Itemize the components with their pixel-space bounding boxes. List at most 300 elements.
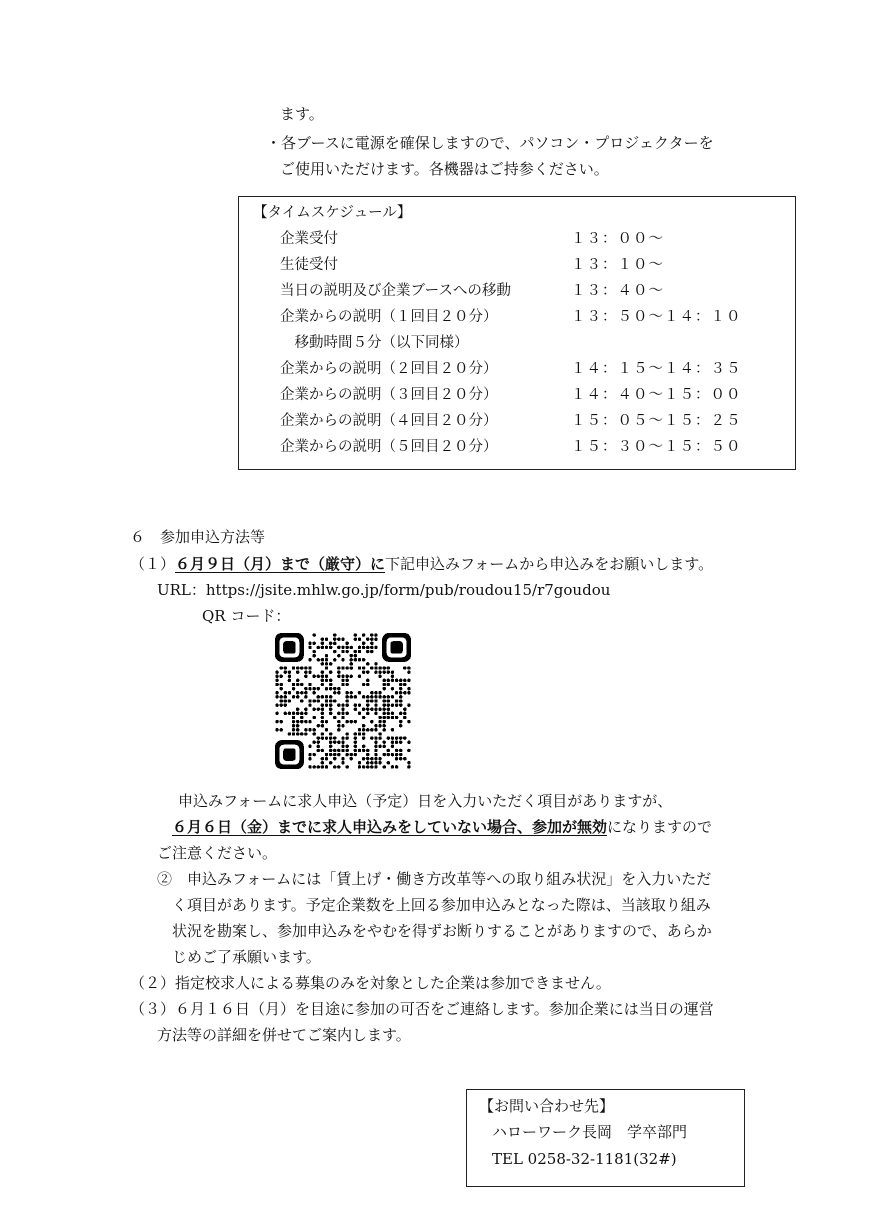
qr-module — [325, 666, 328, 669]
qr-module — [321, 679, 324, 682]
qr-module — [325, 687, 328, 690]
qr-module — [329, 703, 332, 706]
qr-module — [358, 637, 361, 640]
qr-module — [329, 646, 332, 649]
qr-finder-pattern — [382, 633, 411, 662]
qr-module — [317, 736, 320, 739]
qr-module — [345, 683, 348, 686]
qr-module — [399, 699, 402, 702]
qr-module — [358, 761, 361, 764]
qr-module — [300, 666, 303, 669]
qr-module — [370, 736, 373, 739]
qr-module — [329, 642, 332, 645]
intro-line-1: ます。 — [280, 105, 324, 123]
qr-module — [366, 683, 369, 686]
schedule-row — [280, 333, 790, 353]
qr-module — [350, 646, 353, 649]
qr-module — [362, 670, 365, 673]
qr-module — [296, 720, 299, 723]
qr-module — [370, 699, 373, 702]
schedule-row-label: 企業受付 — [280, 231, 338, 247]
schedule-row-time: １３：００～ — [571, 231, 664, 247]
qr-module — [382, 765, 385, 768]
schedule-row — [280, 281, 790, 301]
qr-module — [345, 695, 348, 698]
note-2-line-4: じめご了承願います。 — [172, 948, 321, 966]
schedule-row-time: １３：１０～ — [571, 257, 664, 273]
qr-module — [350, 695, 353, 698]
qr-module — [284, 712, 287, 715]
schedule-row-time: １５：３０～１５：５０ — [571, 439, 742, 455]
qr-module — [321, 716, 324, 719]
qr-module — [374, 633, 377, 636]
qr-module — [399, 740, 402, 743]
qr-module — [279, 666, 282, 669]
qr-module — [275, 679, 278, 682]
qr-module — [362, 658, 365, 661]
qr-module — [407, 765, 410, 768]
schedule-row — [280, 229, 790, 249]
qr-module — [288, 679, 291, 682]
qr-module — [333, 765, 336, 768]
qr-module — [358, 666, 361, 669]
qr-module — [312, 716, 315, 719]
qr-module — [337, 724, 340, 727]
qr-module — [308, 658, 311, 661]
qr-module — [395, 699, 398, 702]
qr-module — [374, 646, 377, 649]
qr-module — [374, 724, 377, 727]
qr-module — [312, 753, 315, 756]
qr-module — [333, 687, 336, 690]
qr-module — [403, 666, 406, 669]
qr-module — [321, 712, 324, 715]
qr-module — [275, 712, 278, 715]
qr-module — [403, 712, 406, 715]
qr-module — [333, 650, 336, 653]
qr-module — [345, 646, 348, 649]
qr-module — [337, 637, 340, 640]
qr-module — [341, 666, 344, 669]
qr-module — [312, 708, 315, 711]
qr-module — [366, 728, 369, 731]
qr-module — [308, 646, 311, 649]
qr-module — [321, 646, 324, 649]
qr-module — [325, 637, 328, 640]
qr-module — [370, 650, 373, 653]
qr-module — [366, 679, 369, 682]
qr-module — [312, 675, 315, 678]
qr-module — [321, 749, 324, 752]
qr-module — [358, 658, 361, 661]
qr-module — [337, 753, 340, 756]
qr-module — [341, 650, 344, 653]
qr-module — [370, 728, 373, 731]
qr-module — [403, 757, 406, 760]
qr-module — [325, 658, 328, 661]
qr-module — [321, 732, 324, 735]
qr-module — [292, 728, 295, 731]
qr-module — [362, 732, 365, 735]
qr-module — [279, 683, 282, 686]
qr-module — [292, 720, 295, 723]
qr-module — [350, 654, 353, 657]
qr-module — [317, 687, 320, 690]
qr-module — [354, 720, 357, 723]
qr-module — [354, 637, 357, 640]
qr-module — [382, 699, 385, 702]
qr-module — [304, 712, 307, 715]
qr-module — [296, 670, 299, 673]
qr-module — [362, 646, 365, 649]
qr-module — [407, 761, 410, 764]
intro-line-3: ご使用いただけます。各機器はご持参ください。 — [280, 160, 609, 178]
qr-module — [333, 699, 336, 702]
qr-module — [399, 703, 402, 706]
qr-module — [374, 736, 377, 739]
qr-module — [341, 646, 344, 649]
qr-module — [358, 703, 361, 706]
qr-module — [296, 683, 299, 686]
note-1-rest: になりますので — [607, 818, 713, 836]
qr-module — [358, 765, 361, 768]
schedule-row-time: １３：４０～ — [571, 283, 664, 299]
qr-module — [296, 695, 299, 698]
note-1-warning: ６月６日（金）までに求人申込みをしていない場合、参加が無効 — [172, 818, 608, 836]
qr-module — [378, 691, 381, 694]
qr-module — [292, 712, 295, 715]
qr-module — [387, 712, 390, 715]
qr-module — [325, 662, 328, 665]
qr-module — [341, 679, 344, 682]
qr-module — [345, 720, 348, 723]
schedule-row-time: １４：４０～１５：００ — [571, 387, 742, 403]
qr-module — [387, 699, 390, 702]
qr-module — [366, 662, 369, 665]
qr-module — [374, 703, 377, 706]
qr-module — [284, 699, 287, 702]
qr-module — [317, 675, 320, 678]
qr-module — [345, 753, 348, 756]
qr-module — [329, 736, 332, 739]
qr-module — [407, 740, 410, 743]
qr-module — [378, 757, 381, 760]
contact-office: ハローワーク長岡 学卒部門 — [492, 1123, 688, 1141]
qr-module — [378, 708, 381, 711]
qr-module — [350, 658, 353, 661]
qr-module — [354, 650, 357, 653]
qr-module — [333, 749, 336, 752]
qr-module — [300, 699, 303, 702]
qr-module — [275, 683, 278, 686]
qr-module — [391, 736, 394, 739]
schedule-row-label: 企業からの説明（５回目２０分） — [280, 439, 498, 455]
qr-module — [329, 745, 332, 748]
qr-module — [321, 675, 324, 678]
qr-module — [366, 699, 369, 702]
qr-module — [304, 720, 307, 723]
qr-module — [366, 761, 369, 764]
qr-module — [288, 691, 291, 694]
qr-module — [296, 679, 299, 682]
qr-module — [366, 695, 369, 698]
qr-module — [362, 757, 365, 760]
qr-module — [292, 716, 295, 719]
qr-module — [366, 670, 369, 673]
qr-module — [284, 670, 287, 673]
qr-module — [391, 679, 394, 682]
qr-module — [362, 749, 365, 752]
contact-box — [466, 1089, 745, 1187]
note-1-line-3: ご注意ください。 — [157, 844, 278, 862]
qr-module — [382, 753, 385, 756]
qr-module — [395, 757, 398, 760]
qr-module — [378, 666, 381, 669]
qr-module — [358, 728, 361, 731]
qr-module — [391, 740, 394, 743]
qr-module — [374, 708, 377, 711]
qr-module — [387, 683, 390, 686]
qr-module — [304, 675, 307, 678]
qr-module — [333, 757, 336, 760]
qr-module — [296, 728, 299, 731]
qr-module — [354, 708, 357, 711]
qr-module — [362, 724, 365, 727]
qr-module — [308, 687, 311, 690]
qr-module — [275, 691, 278, 694]
qr-module — [292, 666, 295, 669]
qr-module — [378, 670, 381, 673]
qr-module — [337, 712, 340, 715]
schedule-row-label: 企業からの説明（２回目２０分） — [280, 361, 498, 377]
qr-module — [374, 695, 377, 698]
qr-module — [374, 757, 377, 760]
qr-module — [345, 712, 348, 715]
schedule-row-label: 企業からの説明（１回目２０分） — [280, 309, 498, 325]
qr-module — [300, 732, 303, 735]
qr-module — [370, 642, 373, 645]
qr-module — [321, 695, 324, 698]
qr-module — [362, 683, 365, 686]
qr-module — [395, 740, 398, 743]
qr-module — [279, 699, 282, 702]
qr-module — [407, 679, 410, 682]
qr-module — [399, 720, 402, 723]
qr-module — [333, 740, 336, 743]
qr-module — [395, 679, 398, 682]
qr-module — [387, 695, 390, 698]
qr-module — [354, 736, 357, 739]
qr-module — [329, 708, 332, 711]
qr-module — [321, 637, 324, 640]
qr-module — [341, 745, 344, 748]
qr-module — [333, 753, 336, 756]
qr-module — [382, 728, 385, 731]
qr-module — [325, 679, 328, 682]
qr-module — [374, 691, 377, 694]
qr-module — [300, 683, 303, 686]
qr-module — [321, 757, 324, 760]
schedule-row-label: 当日の説明及び企業ブースへの移動 — [280, 283, 511, 299]
qr-module — [317, 724, 320, 727]
qr-module — [382, 687, 385, 690]
qr-module — [329, 761, 332, 764]
qr-module — [321, 683, 324, 686]
schedule-row-label: 企業からの説明（３回目２０分） — [280, 387, 498, 403]
item-1-rest: 下記申込みフォームから申込みをお願いします。 — [385, 555, 714, 573]
qr-module — [304, 708, 307, 711]
qr-module — [308, 765, 311, 768]
qr-module — [354, 740, 357, 743]
qr-module — [300, 716, 303, 719]
qr-module — [358, 675, 361, 678]
qr-module — [362, 728, 365, 731]
qr-module — [341, 716, 344, 719]
qr-module — [333, 637, 336, 640]
qr-module — [345, 675, 348, 678]
qr-module — [354, 695, 357, 698]
qr-module — [308, 753, 311, 756]
qr-module — [370, 720, 373, 723]
qr-module — [341, 683, 344, 686]
qr-module — [275, 728, 278, 731]
qr-module — [341, 675, 344, 678]
qr-module — [382, 720, 385, 723]
qr-module — [366, 646, 369, 649]
note-2-line-1: ② 申込みフォームには「賃上げ・働き方改革等への取り組み状況」を入力いただ — [157, 870, 712, 888]
qr-module — [341, 708, 344, 711]
qr-module — [312, 633, 315, 636]
qr-module — [296, 724, 299, 727]
qr-module — [333, 716, 336, 719]
qr-module — [337, 749, 340, 752]
qr-module — [382, 695, 385, 698]
qr-module — [312, 650, 315, 653]
qr-module — [337, 654, 340, 657]
qr-module — [312, 728, 315, 731]
schedule-row — [280, 307, 790, 327]
qr-module — [382, 703, 385, 706]
qr-module — [362, 633, 365, 636]
schedule-row-time: １３：５０～１４：１０ — [571, 309, 742, 325]
qr-label: QR コード： — [202, 607, 291, 625]
qr-module — [387, 761, 390, 764]
qr-module — [325, 728, 328, 731]
qr-module — [370, 637, 373, 640]
qr-module — [382, 745, 385, 748]
qr-module — [407, 703, 410, 706]
qr-module — [370, 761, 373, 764]
qr-module — [362, 765, 365, 768]
qr-module — [341, 712, 344, 715]
qr-module — [391, 703, 394, 706]
note-1-line-2 — [172, 817, 712, 837]
qr-module — [407, 687, 410, 690]
schedule-row — [280, 385, 790, 405]
qr-module — [395, 749, 398, 752]
qr-module — [366, 753, 369, 756]
qr-module — [317, 749, 320, 752]
form-url[interactable]: URL：https://jsite.mhlw.go.jp/form/pub/roudou15/r7goudou — [157, 581, 611, 599]
qr-module — [407, 749, 410, 752]
qr-module — [399, 683, 402, 686]
qr-module — [350, 757, 353, 760]
qr-module — [300, 720, 303, 723]
qr-module — [366, 712, 369, 715]
qr-module — [354, 745, 357, 748]
qr-module — [300, 712, 303, 715]
qr-module — [374, 761, 377, 764]
qr-module — [378, 732, 381, 735]
qr-module — [399, 712, 402, 715]
qr-module — [275, 670, 278, 673]
qr-module — [382, 683, 385, 686]
qr-module — [391, 695, 394, 698]
qr-module — [387, 666, 390, 669]
qr-module — [308, 728, 311, 731]
qr-module — [329, 683, 332, 686]
qr-module — [374, 637, 377, 640]
qr-module — [345, 745, 348, 748]
qr-module — [308, 720, 311, 723]
qr-module — [292, 687, 295, 690]
schedule-row-label: 移動時間５分（以下同様） — [280, 335, 469, 351]
qr-module — [378, 716, 381, 719]
qr-module — [354, 633, 357, 636]
qr-module — [304, 666, 307, 669]
qr-module — [304, 670, 307, 673]
qr-module — [321, 736, 324, 739]
qr-module — [312, 687, 315, 690]
qr-module — [358, 712, 361, 715]
qr-module — [374, 699, 377, 702]
qr-module — [337, 703, 340, 706]
qr-module — [337, 666, 340, 669]
qr-module — [387, 708, 390, 711]
qr-module — [284, 691, 287, 694]
qr-module — [288, 699, 291, 702]
qr-module — [358, 732, 361, 735]
qr-module — [387, 736, 390, 739]
qr-module — [374, 745, 377, 748]
qr-module — [296, 712, 299, 715]
qr-module — [387, 670, 390, 673]
qr-module — [325, 646, 328, 649]
qr-module — [370, 633, 373, 636]
qr-module — [378, 761, 381, 764]
schedule-row-label: 生徒受付 — [280, 257, 338, 273]
qr-module — [395, 716, 398, 719]
qr-module — [354, 658, 357, 661]
qr-module — [378, 736, 381, 739]
qr-module — [407, 691, 410, 694]
qr-module — [366, 757, 369, 760]
qr-module — [382, 740, 385, 743]
qr-module — [337, 740, 340, 743]
qr-module — [374, 765, 377, 768]
qr-module — [317, 695, 320, 698]
qr-module — [341, 724, 344, 727]
qr-module — [362, 716, 365, 719]
qr-code-image — [275, 633, 411, 769]
qr-module — [350, 675, 353, 678]
qr-module — [354, 703, 357, 706]
qr-module — [304, 691, 307, 694]
qr-module — [308, 642, 311, 645]
qr-module — [403, 716, 406, 719]
qr-module — [321, 761, 324, 764]
qr-module — [312, 732, 315, 735]
